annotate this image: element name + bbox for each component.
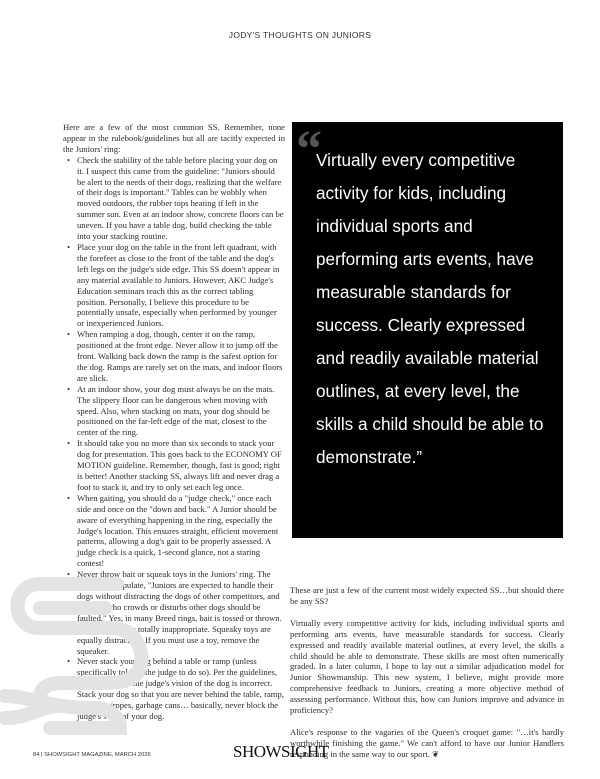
body-paragraph: Virtually every competitive activity for kids, including individual sports and performing arts events, have measurable standards for success. Clearly expressed and readily available material outlines, at every level, the skills a child should be able to demonstrate. These skills are most often numerically graded. In a later column, I hope to lay out a similar adjudication model for Junior Showmanship. This new system, I believe, might provide more comprehensive feedback to Juniors, creating a more objective method of assessing performance. Without this, how can Juniors improve and advance in proficiency?: [290, 617, 564, 716]
list-item: • It should take you no more than six seconds to stack your dog for presentation. This goes back to the ECONOMY OF MOTION guideline. Remember, though, fast is good; right is better! Another stacking SS, always lift and never drag a foot to stack it, and try to only set each leg once.: [77, 438, 285, 493]
showsight-monogram-graphic: [0, 568, 160, 748]
pull-quote-text: Virtually every competitive activity for kids, including individual sports and performing arts events, have measurable standards for success. Clearly expressed and readily available material outlines, at every level, the skills a child should be able to demonstrate.”: [316, 150, 544, 467]
section-header: JODY'S THOUGHTS ON JUNIORS: [228, 30, 372, 40]
right-column: [290, 585, 564, 771]
intro-paragraph: Here are a few of the most common SS. Remember, none appear in the rulebook/guidelines but all are tacitly expected in the Juniors' ring:: [63, 122, 285, 154]
body-paragraph: Alice's response to the vagaries of the Queen's croquet game: "…it's hardly worthwhile finishing the game." We can't afford to have our Junior Handlers responding in the same way to our sport. ❦: [290, 726, 564, 759]
list-item: • When gaiting, you should do a "judge check," once each side and once on the "down and back." A Junior should be aware of everything happening in the ring, especially the Judge's location. This ensures straight, efficient movement patterns, allowing a dog's gait to be properly assessed. A judge check is a quick, 1-second glance, not a staring contest!: [77, 493, 285, 569]
pull-quote-box: [292, 122, 563, 538]
page-footer: 84 | SHOWSIGHT MAGAZINE, MARCH 2026: [33, 752, 151, 758]
list-item: • At an indoor show, your dog must always be on the mats. The slippery floor can be dangerous when moving with speed. Also, when stacking on mats, your dog should be positioned on the far-left edge of the mat, closest to the center of the ring.: [77, 384, 285, 439]
list-item: • Never stack your dog behind a table or ramp (unless specifically told by the judge to do so). Per the guidelines, interfering with the judge's vision of the dog is incorrect. Stack your dog so that you are never behind the table, ramp, tent poles/ropes, garbage cans… basically, never block the judge's view of your dog.: [77, 656, 285, 721]
list-item: • Never throw bait or squeak toys in the Juniors' ring. The guidelines stipulate, "Juniors are expected to handle their dogs without distracting the dogs of other competitors, and a Junior who crowds or disturbs other dogs should be faulted." Yes, in many Breed rings, bait is tossed or thrown. In Juniors, this is totally inappropriate. Squeaky toys are equally distracting. If you must use a toy, remove the squeaker.: [77, 569, 285, 656]
quote-mark-icon: “: [296, 121, 322, 178]
end-mark-icon: ❦: [432, 748, 440, 759]
list-item: • When ramping a dog, though, center it on the ramp, positioned at the front edge. Never allow it to jump off the front. Walking back down the ramp is the safest option for the dog. Ramps are rarely set on the mats, and indoor floors are slick.: [77, 329, 285, 384]
brand-logo: SHOWSIGHT: [233, 742, 329, 761]
body-paragraph: These are just a few of the current most widely expected SS…but should there be any SS?: [290, 585, 564, 606]
list-item: • Check the stability of the table before placing your dog on it. I suspect this came from the guideline: "Juniors should be alert to the needs of their dogs, realizing that the welfare of their dogs is important." Tables can be wobbly when moved outdoors, the rubber tops heating if left in the summer sun. Even at an indoor show, concrete floors can be uneven. If you have a table dog, build checking the table into your stacking routine.: [77, 155, 285, 242]
list-item: • Place your dog on the table in the front left quadrant, with the forefeet as close to the front of the table and the dog's left legs on the judge's side edge. This SS doesn't appear in any material available to Juniors. However, AKC Judge's Education seminars teach this as the correct tabling position. Personally, I believe this procedure to be potentially unsafe, especially when performed by younger or inexperienced Juniors.: [77, 242, 285, 329]
